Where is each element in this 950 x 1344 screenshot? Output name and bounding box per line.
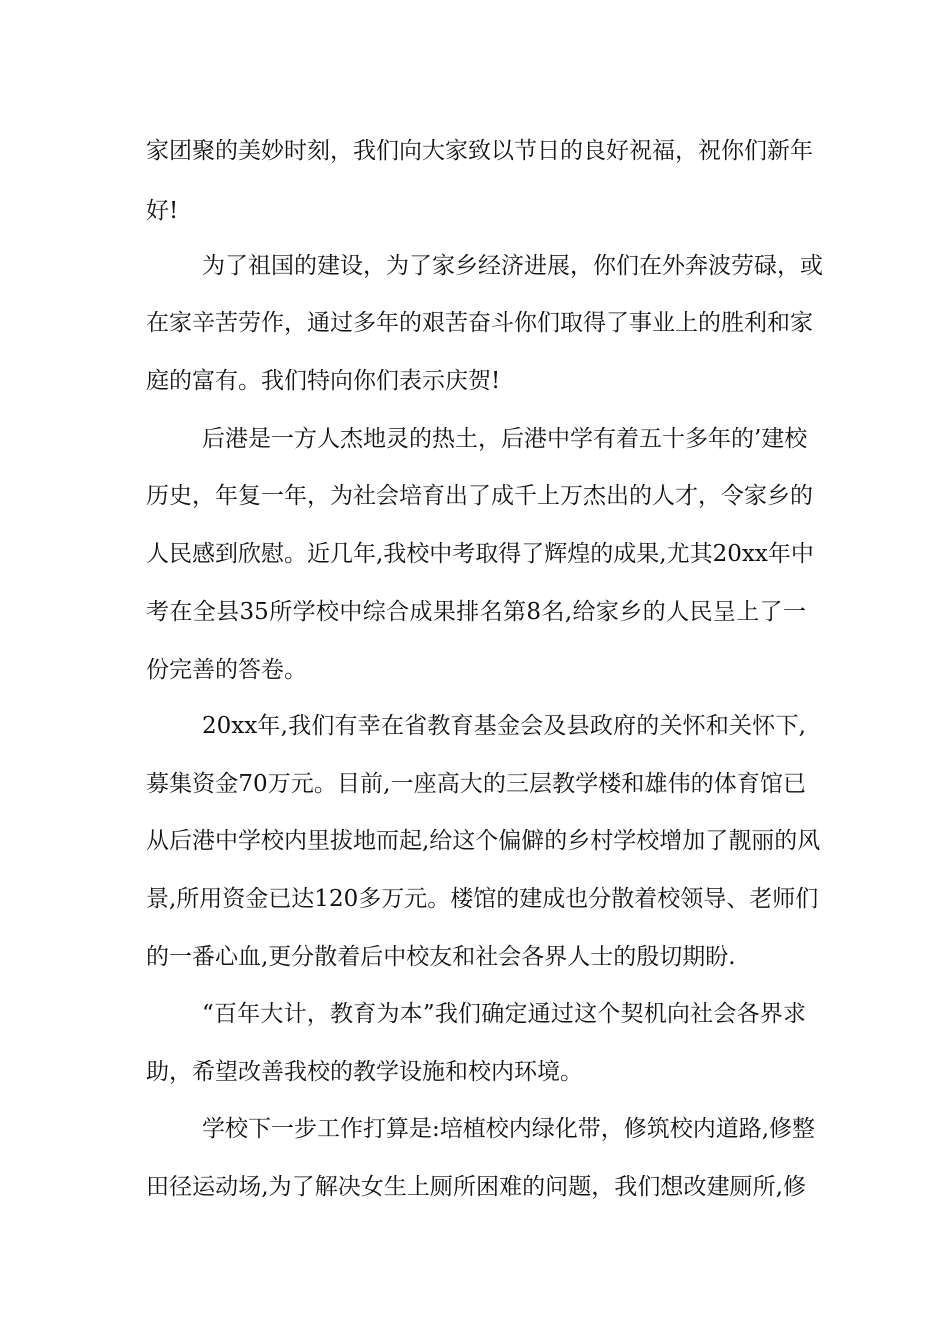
text-line: 考在全县35所学校中综合成果排名第8名,给家乡的人民呈上了一 [146, 599, 806, 625]
text-line: 的一番心血,更分散着后中校友和社会各界人士的殷切期盼. [146, 944, 736, 970]
text-line: 人民感到欣慰。近几年,我校中考取得了辉煌的成果,尤其20xx年中 [146, 541, 814, 567]
text-line: 份完善的答卷。 [146, 657, 307, 683]
text-line: 募集资金70万元。目前,一座高大的三层教学楼和雄伟的体育馆已 [146, 771, 806, 797]
text-line: 好! [146, 198, 179, 224]
text-line: 庭的富有。我们特向你们表示庆贺! [146, 368, 501, 394]
paragraph-first-line: “百年大计，教育为本”我们确定通过这个契机向社会各界求 [202, 1001, 806, 1027]
text-line: 历史，年复一年，为社会培育出了成千上万杰出的人才，令家乡的 [146, 483, 813, 509]
text-line: 助，希望改善我校的教学设施和校内环境。 [146, 1059, 583, 1085]
text-line: 田径运动场,为了解决女生上厕所困难的问题，我们想改建厕所,修 [146, 1174, 806, 1200]
text-line: 在家辛苦劳作，通过多年的艰苦奋斗你们取得了事业上的胜利和家 [146, 310, 813, 336]
text-line: 景,所用资金已达120多万元。楼馆的建成也分散着校领导、老师们 [146, 886, 819, 912]
paragraph-first-line: 学校下一步工作打算是:培植校内绿化带，修筑校内道路,修整 [202, 1116, 816, 1142]
paragraph-first-line: 20xx年,我们有幸在省教育基金会及县政府的关怀和关怀下, [202, 713, 806, 739]
paragraph-first-line: 后港是一方人杰地灵的热土，后港中学有着五十多年的’建校 [202, 426, 808, 452]
paragraph-first-line: 为了祖国的建设，为了家乡经济进展，你们在外奔波劳碌，或 [202, 253, 823, 279]
text-line: 从后港中学校内里拔地而起,给这个偏僻的乡村学校增加了靓丽的风 [146, 828, 821, 854]
text-line: 家团聚的美妙时刻，我们向大家致以节日的良好祝福，祝你们新年 [146, 138, 813, 164]
